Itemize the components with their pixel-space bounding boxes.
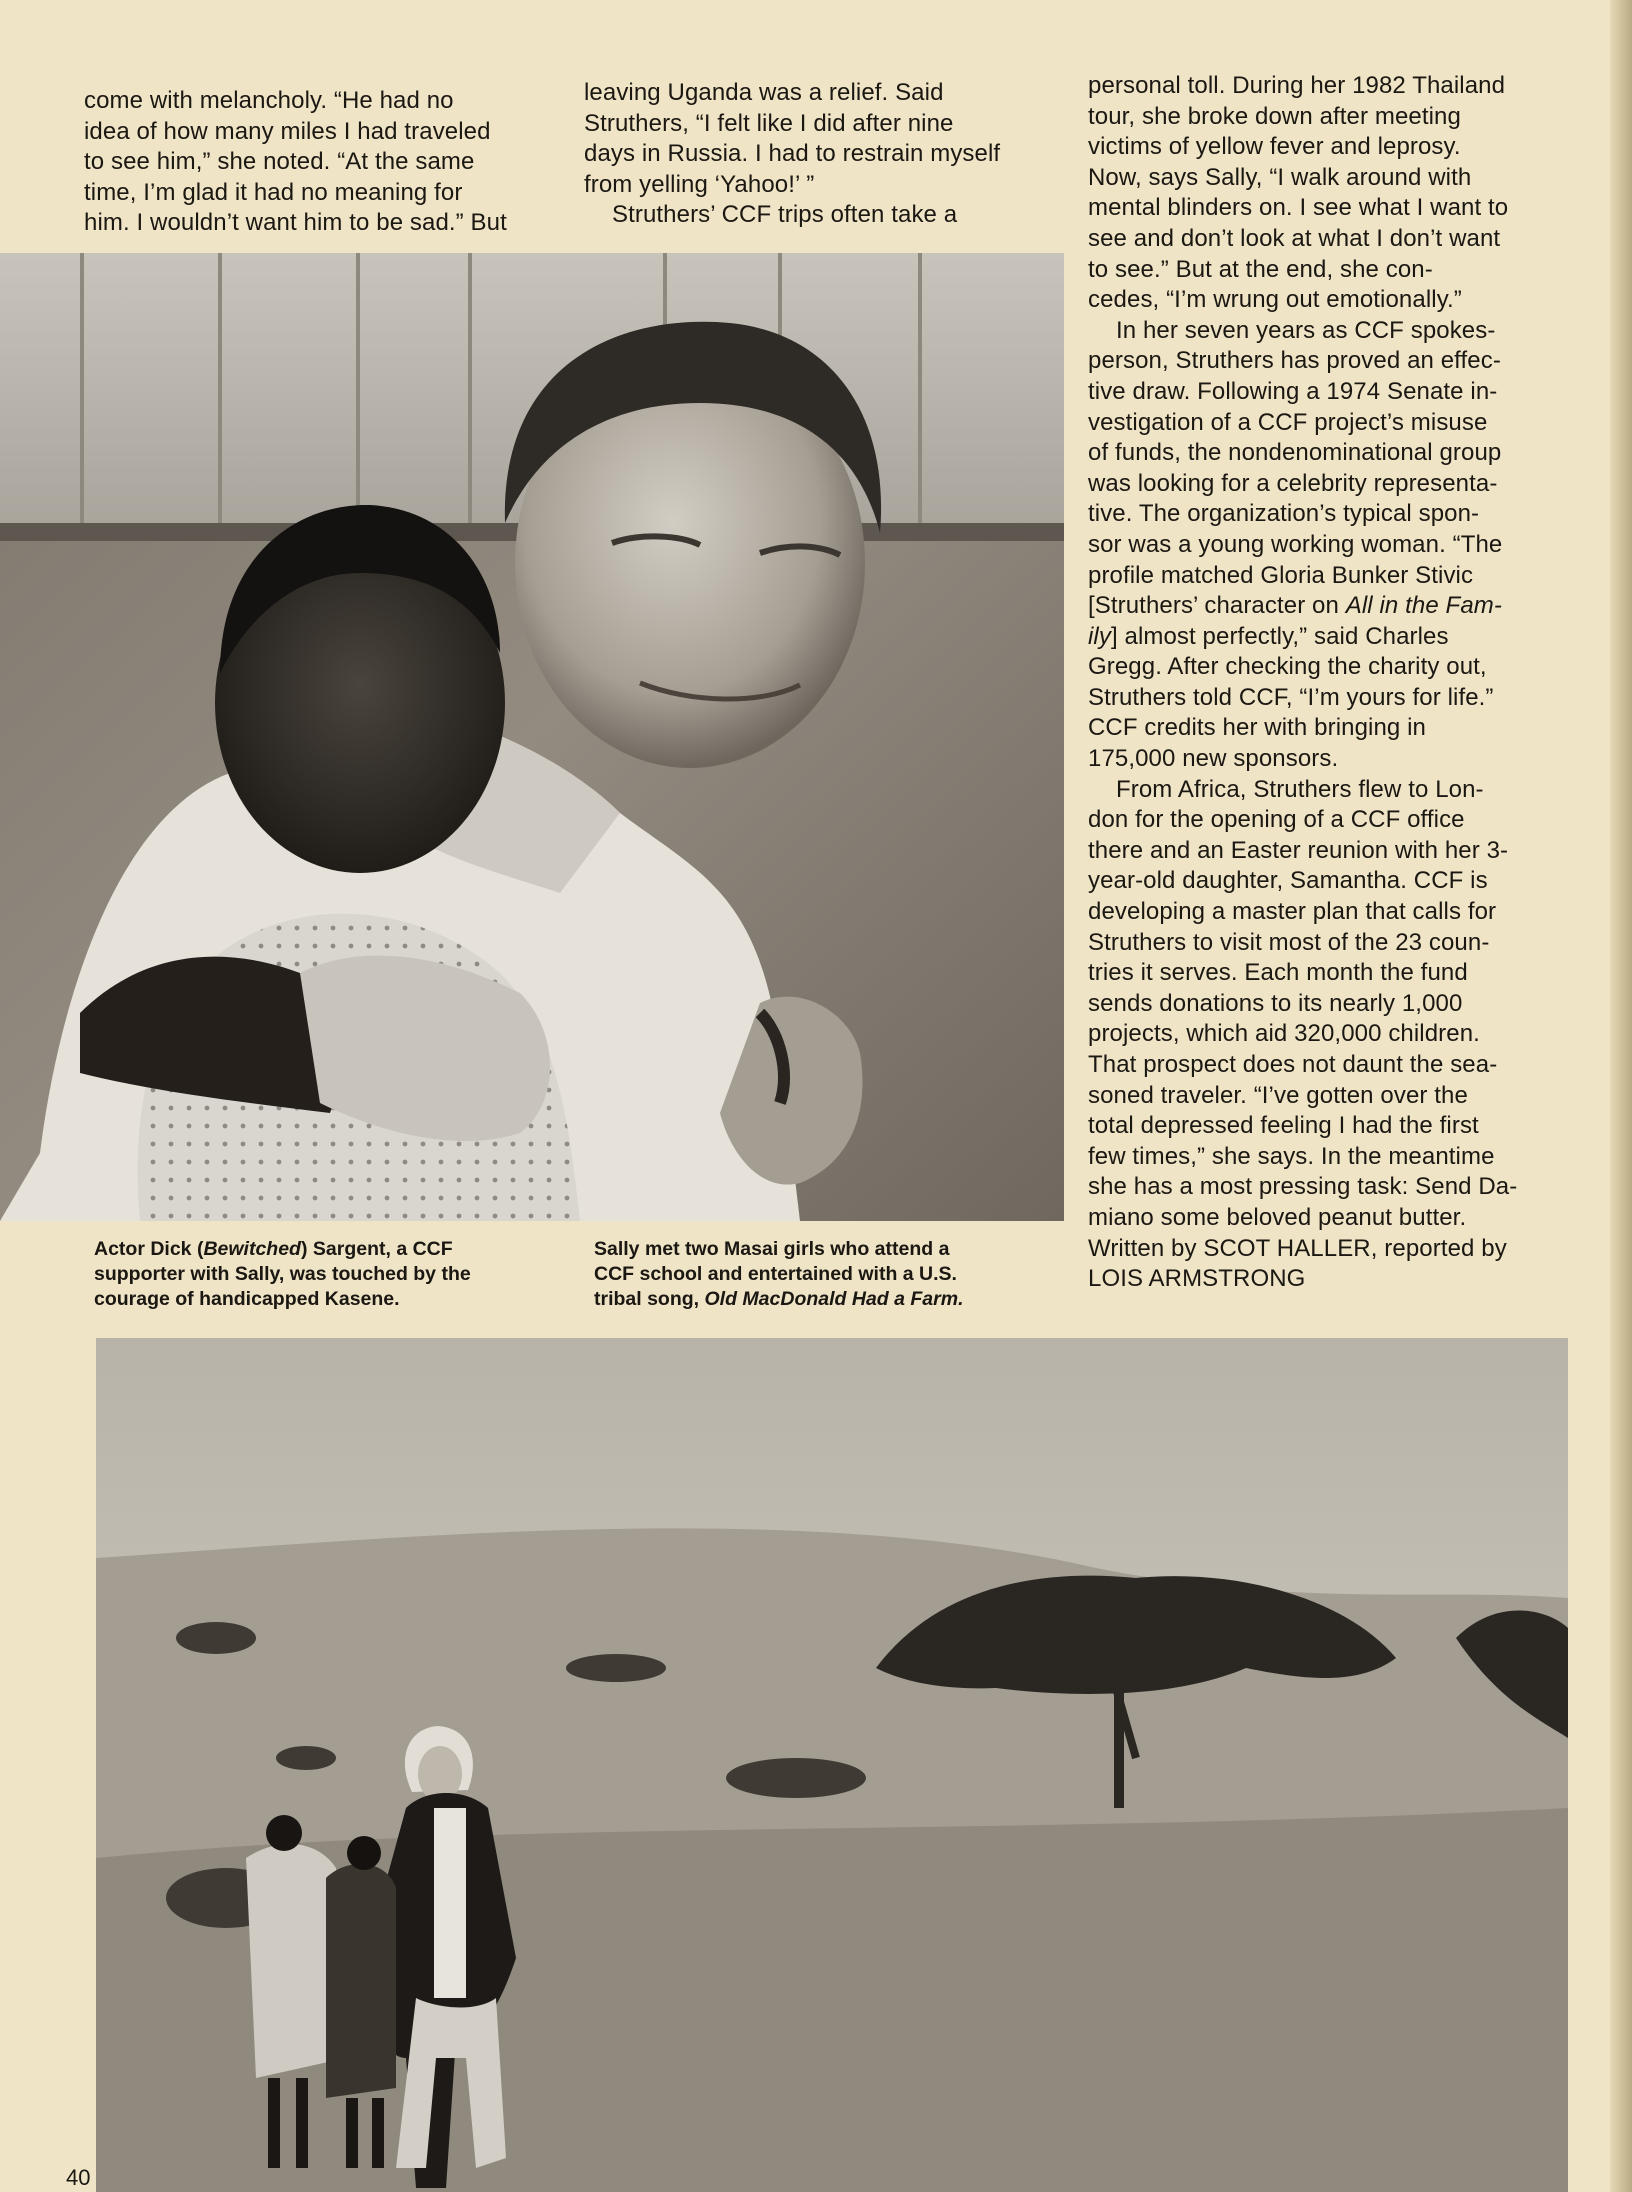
- article-column-1: [84, 86, 564, 239]
- article-line: sends donations to its nearly 1,000: [1088, 989, 1463, 1017]
- article-line: [1088, 622, 1588, 653]
- song-title: Old MacDonald Had a Farm.: [704, 1288, 964, 1310]
- article-column-2: [584, 78, 1064, 231]
- credit-text: Written by: [1088, 1234, 1204, 1262]
- article-line: vestigation of a CCF project’s misuse: [1088, 408, 1488, 436]
- article-line: personal toll. During her 1982 Thailand: [1088, 72, 1506, 99]
- article-line: few times,” she says. In the meantime: [1088, 1142, 1495, 1170]
- caption-line: courage of handicapped Kasene.: [94, 1288, 400, 1310]
- photo-sally-with-masai-girls: [96, 1338, 1568, 2192]
- article-line: projects, which aid 320,000 children.: [1088, 1020, 1480, 1048]
- article-text: [Struthers’ character on: [1088, 592, 1346, 620]
- article-line: from yelling ‘Yahoo!’ ”: [584, 170, 815, 198]
- photo-dick-sargent-with-kasene: [0, 253, 1064, 1221]
- article-line: was looking for a celebrity representa-: [1088, 469, 1498, 497]
- article-line: developing a master plan that calls for: [1088, 898, 1497, 926]
- article-line: tive draw. Following a 1974 Senate in-: [1088, 377, 1498, 405]
- article-line: tour, she broke down after meeting: [1088, 102, 1461, 130]
- article-line: days in Russia. I had to restrain myself: [584, 140, 1001, 168]
- page-number: 40: [66, 2165, 91, 2190]
- page-edge: [1610, 0, 1632, 2192]
- article-line: to see him,” she noted. “At the same: [84, 148, 475, 176]
- article-line: [1088, 591, 1588, 622]
- article-line: mental blinders on. I see what I want to: [1088, 194, 1509, 222]
- article-line: victims of yellow fever and leprosy.: [1088, 133, 1461, 161]
- article-line: Now, says Sally, “I walk around with: [1088, 163, 1472, 191]
- article-line: idea of how many miles I had traveled: [84, 117, 491, 145]
- caption-line: [94, 1237, 574, 1262]
- show-title: Bewitched: [203, 1238, 301, 1260]
- article-line: person, Struthers has proved an effec-: [1088, 347, 1501, 375]
- article-line: of funds, the nondenominational group: [1088, 439, 1502, 467]
- caption-line: Sally met two Masai girls who attend a: [594, 1238, 950, 1260]
- article-line: come with melancholy. “He had no: [84, 87, 454, 114]
- article-line: cedes, “I’m wrung out emotionally.”: [1088, 286, 1462, 314]
- article-line: to see.” But at the end, she con-: [1088, 255, 1433, 283]
- caption-right: [594, 1237, 1074, 1312]
- reporter-name: LOIS ARMSTRONG: [1088, 1265, 1306, 1293]
- article-line: Struthers’ CCF trips often take a: [612, 201, 958, 229]
- caption-left: [94, 1237, 574, 1312]
- article-line: leaving Uganda was a relief. Said: [584, 79, 944, 106]
- show-title: ily: [1088, 622, 1111, 650]
- article-line: That prospect does not daunt the sea-: [1088, 1051, 1498, 1078]
- article-line: there and an Easter reunion with her 3-: [1088, 836, 1509, 864]
- caption-text: Actor Dick (: [94, 1238, 204, 1260]
- article-line: profile matched Gloria Bunker Stivic: [1088, 561, 1474, 589]
- article-line: Struthers told CCF, “I’m yours for life.”: [1088, 683, 1494, 711]
- article-text: ] almost perfectly,” said Charles: [1110, 622, 1449, 650]
- article-line: 175,000 new sponsors.: [1088, 745, 1339, 773]
- writer-name: SCOT HALLER: [1203, 1234, 1371, 1262]
- article-line: total depressed feeling I had the first: [1088, 1112, 1479, 1140]
- article-line: time, I’m glad it had no meaning for: [84, 178, 463, 206]
- article-line: she has a most pressing task: Send Da-: [1088, 1173, 1518, 1201]
- caption-line: CCF school and entertained with a U.S.: [594, 1263, 957, 1285]
- article-line: don for the opening of a CCF office: [1088, 806, 1465, 834]
- show-title: All in the Fam-: [1345, 592, 1502, 620]
- article-line: From Africa, Struthers flew to Lon-: [1116, 775, 1484, 803]
- article-line: him. I wouldn’t want him to be sad.” But: [84, 209, 507, 237]
- article-line: tive. The organization’s typical spon-: [1088, 500, 1480, 528]
- credit-text: , reported by: [1370, 1234, 1507, 1262]
- article-line: Gregg. After checking the charity out,: [1088, 653, 1487, 681]
- caption-line: [594, 1287, 1074, 1312]
- article-line: miano some beloved peanut butter.: [1088, 1203, 1467, 1231]
- caption-text: tribal song,: [594, 1288, 705, 1310]
- article-line: year-old daughter, Samantha. CCF is: [1088, 867, 1488, 895]
- article-line: soned traveler. “I’ve gotten over the: [1088, 1081, 1468, 1109]
- article-line: tries it serves. Each month the fund: [1088, 959, 1468, 987]
- article-credit: [1088, 1234, 1588, 1265]
- article-line: Struthers, “I felt like I did after nine: [584, 109, 954, 137]
- caption-text: ) Sargent, a CCF: [300, 1238, 453, 1260]
- article-line: CCF credits her with bringing in: [1088, 714, 1426, 742]
- article-line: In her seven years as CCF spokes-: [1116, 316, 1496, 344]
- caption-line: supporter with Sally, was touched by the: [94, 1263, 471, 1285]
- article-line: see and don’t look at what I don’t want: [1088, 224, 1501, 252]
- article-line: sor was a young working woman. “The: [1088, 530, 1503, 558]
- article-column-3: [1088, 71, 1588, 1295]
- article-line: Struthers to visit most of the 23 coun-: [1088, 928, 1490, 956]
